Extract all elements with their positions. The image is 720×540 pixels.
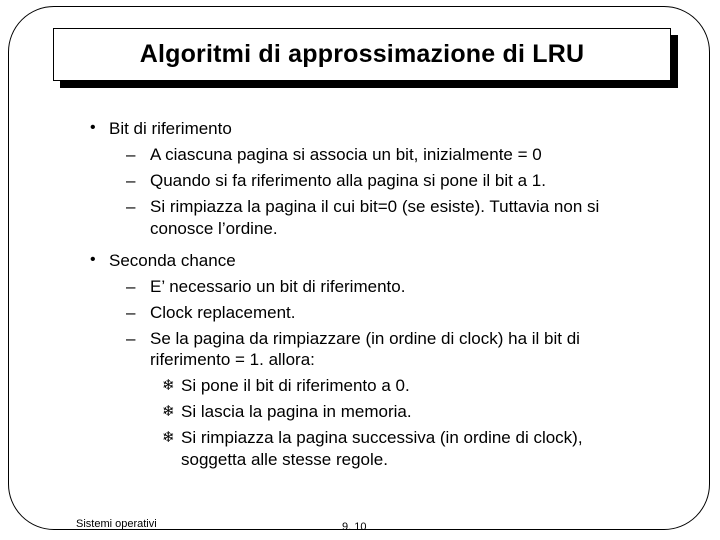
section-2-item-3-line-1: Se la pagina da rimpiazzare (in ordine di clock) ha il bit di — [150, 329, 580, 348]
section-2-subitem-1: Si pone il bit di riferimento a 0. — [181, 376, 410, 395]
footer-course: Sistemi operativi — [76, 518, 157, 530]
section-1-item-3-line-2: conosce l’ordine. — [150, 219, 278, 238]
section-1-heading: Bit di riferimento — [109, 119, 232, 138]
slide-title: Algoritmi di approssimazione di LRU — [139, 40, 585, 68]
section-2-subitem-2: Si lascia la pagina in memoria. — [181, 402, 412, 421]
dash-1-3: – — [126, 197, 136, 216]
bullet-1: • — [90, 119, 96, 136]
section-2-item-1: E’ necessario un bit di riferimento. — [150, 277, 406, 296]
section-2-item-3-line-2: riferimento = 1. allora: — [150, 350, 315, 369]
section-1-item-1: A ciascuna pagina si associa un bit, inizialmente = 0 — [150, 145, 542, 164]
title-box — [53, 28, 671, 81]
snowflake-icon: ❄ — [162, 403, 175, 420]
section-1-item-2: Quando si fa riferimento alla pagina si pone il bit a 1. — [150, 171, 546, 190]
section-1-item-3-line-1: Si rimpiazza la pagina il cui bit=0 (se esiste). Tuttavia non si — [150, 197, 600, 216]
section-2-item-2: Clock replacement. — [150, 303, 296, 322]
snowflake-icon: ❄ — [162, 377, 175, 394]
dash-2-1: – — [126, 277, 136, 296]
dash-1-1: – — [126, 145, 136, 164]
section-2-subitem-3-line-2: soggetta alle stesse regole. — [181, 450, 388, 469]
dash-2-2: – — [126, 303, 136, 322]
section-2-subitem-3-line-1: Si rimpiazza la pagina successiva (in ordine di clock), — [181, 428, 583, 447]
dash-2-3: – — [126, 329, 136, 348]
footer-page-number: 9. 10 — [342, 521, 367, 533]
bullet-2: • — [90, 251, 96, 268]
section-2-heading: Seconda chance — [109, 251, 236, 270]
snowflake-icon: ❄ — [162, 429, 175, 446]
dash-1-2: – — [126, 171, 136, 190]
